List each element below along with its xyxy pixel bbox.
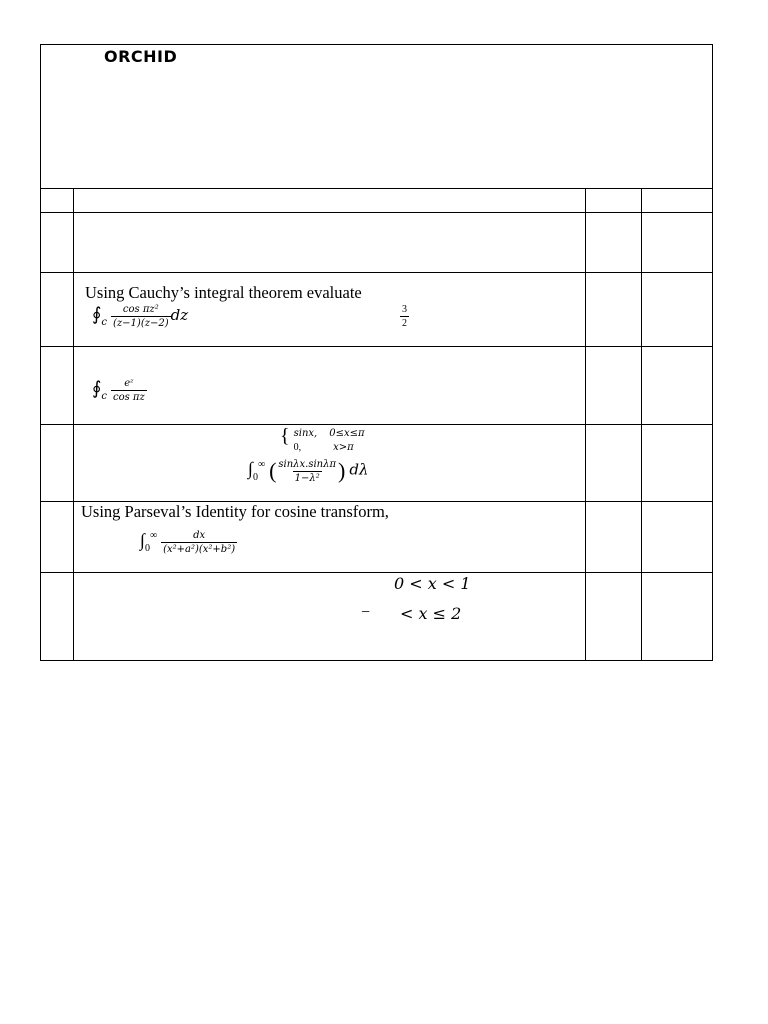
- column-divider: [641, 188, 642, 661]
- question-text: Using Parseval’s Identity for cosine transform,: [81, 502, 389, 521]
- question-table: [40, 44, 713, 661]
- range-condition: 0 < x < 1: [394, 574, 471, 593]
- parseval-integral: $\int_0^\infty$ $\frac{dx}{\text{(x²+a²)(x²+b²)}}$: [140, 530, 236, 555]
- fourier-integral: $\int_0^\infty$ ( $\frac{\sin\lambda x.\sin\lambda\pi}{\text{1−λ²}}$ ) dλ: [248, 458, 369, 484]
- table-divider: [40, 188, 713, 189]
- table-divider: [40, 272, 713, 273]
- range-dash: −: [361, 604, 371, 621]
- radius-fraction: $\frac{3}{2}$: [402, 304, 407, 329]
- column-divider: [585, 188, 586, 661]
- table-divider: [40, 212, 713, 213]
- contour-integral: $∮_c$ $\frac{\text{eᶻ}}{\text{cos πz}}$: [92, 378, 145, 403]
- contour-integral: $∮_c$ $\frac{\text{cos πz²}}{(z-1)(z-2)}$ dz: [92, 304, 189, 329]
- table-divider: [40, 572, 713, 573]
- school-title: ORCHID: [104, 47, 178, 66]
- range-condition: < x ≤ 2: [400, 604, 462, 623]
- question-text: Using Cauchy’s integral theorem evaluate: [85, 283, 362, 302]
- piecewise-function: { sinx, 0≤x≤π 0, x>π: [280, 425, 365, 453]
- table-divider: [40, 424, 713, 425]
- column-divider: [73, 188, 74, 661]
- table-divider: [40, 346, 713, 347]
